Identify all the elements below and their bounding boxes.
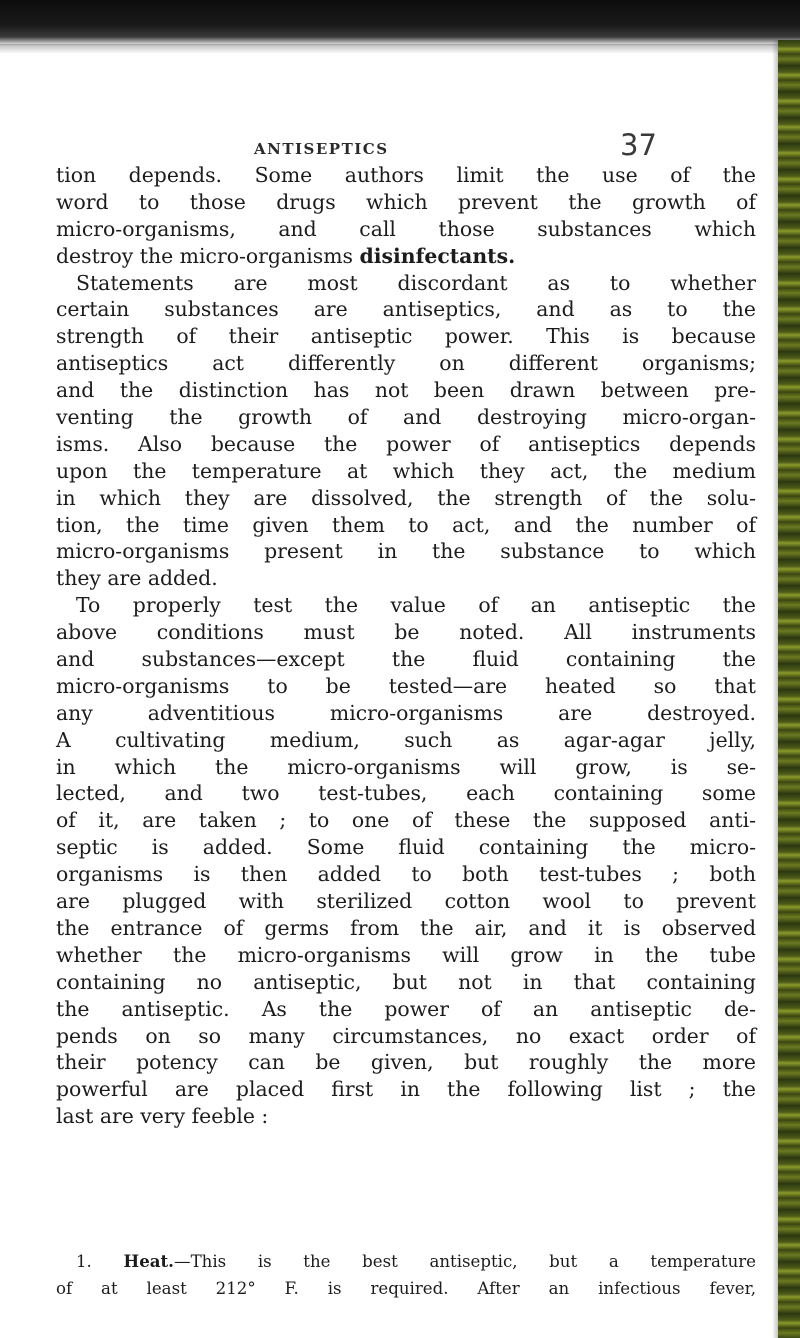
- text-line: strength of their antiseptic power. This is because: [56, 324, 756, 349]
- text-line: above conditions must be noted. All instruments: [56, 620, 756, 645]
- text-line: septic is added. Some fluid containing the micro-: [56, 835, 756, 860]
- text-line: and the distinction has not been drawn between pre-: [56, 378, 756, 403]
- text-line: are plugged with sterilized cotton wool to prevent: [56, 889, 756, 914]
- list-text: —This is the best antiseptic, but a temperature: [173, 1252, 757, 1271]
- list-entry-heat: [56, 1248, 756, 1302]
- text-line: containing no antiseptic, but not in that containing: [56, 969, 756, 994]
- text-line: micro-organisms present in the substance to which: [56, 539, 756, 564]
- list-line: of at least 212° F. is required. After an infectious fever,: [56, 1279, 756, 1298]
- body-text: [56, 162, 756, 1130]
- text-line: in which the micro-organisms will grow, is se-: [56, 754, 756, 779]
- text-line: powerful are placed first in the following list ; the: [56, 1077, 756, 1102]
- page-number: 37: [620, 128, 657, 162]
- text-line: in which they are dissolved, the strength of the solu-: [56, 485, 756, 510]
- text-line: they are added.: [56, 566, 218, 591]
- text-line: word to those drugs which prevent the growth of: [56, 189, 756, 214]
- text-line: [56, 243, 756, 270]
- text-line: organisms is then added to both test-tubes ; both: [56, 862, 756, 887]
- text-line: the entrance of germs from the air, and it is observed: [56, 915, 756, 940]
- book-page: [56, 0, 756, 1338]
- text-line: last are very feeble :: [56, 1104, 269, 1129]
- text-line: lected, and two test-tubes, each containing some: [56, 781, 756, 806]
- text-line: pends on so many circumstances, no exact order of: [56, 1023, 756, 1048]
- list-line: [56, 1248, 756, 1275]
- text-line: of it, are taken ; to one of these the supposed anti-: [56, 808, 756, 833]
- text-line: A cultivating medium, such as agar-agar jelly,: [56, 727, 756, 752]
- page-edge-binding: [778, 40, 800, 1338]
- list-number: 1.: [76, 1252, 92, 1271]
- text-line: venting the growth of and destroying micro-organ-: [56, 405, 756, 430]
- text-line: micro-organisms to be tested—are heated so that: [56, 673, 756, 698]
- text-line: antiseptics act differently on different organisms;: [56, 351, 756, 376]
- running-title: ANTISEPTICS: [254, 140, 389, 158]
- list-term: Heat.: [123, 1251, 174, 1271]
- text-line: tion, the time given them to act, and the number of: [56, 512, 756, 537]
- text-line: tion depends. Some authors limit the use of the: [56, 163, 756, 187]
- text-line: certain substances are antiseptics, and as to the: [56, 297, 756, 322]
- text-line: upon the temperature at which they act, the medium: [56, 458, 756, 483]
- text-line: any adventitious micro-organisms are destroyed.: [56, 700, 756, 725]
- text-fragment: destroy the micro-organisms: [56, 243, 354, 268]
- term-disinfectants: disinfectants.: [359, 243, 516, 268]
- text-line: their potency can be given, but roughly the more: [56, 1050, 756, 1075]
- text-line: To properly test the value of an antiseptic the: [76, 593, 756, 618]
- text-line: and substances—except the fluid containing the: [56, 647, 756, 672]
- text-line: Statements are most discordant as to whether: [76, 270, 756, 295]
- text-line: isms. Also because the power of antiseptics depends: [56, 431, 756, 456]
- text-line: whether the micro-organisms will grow in the tube: [56, 942, 756, 967]
- text-line: the antiseptic. As the power of an antiseptic de-: [56, 996, 756, 1021]
- text-line: micro-organisms, and call those substances which: [56, 216, 756, 241]
